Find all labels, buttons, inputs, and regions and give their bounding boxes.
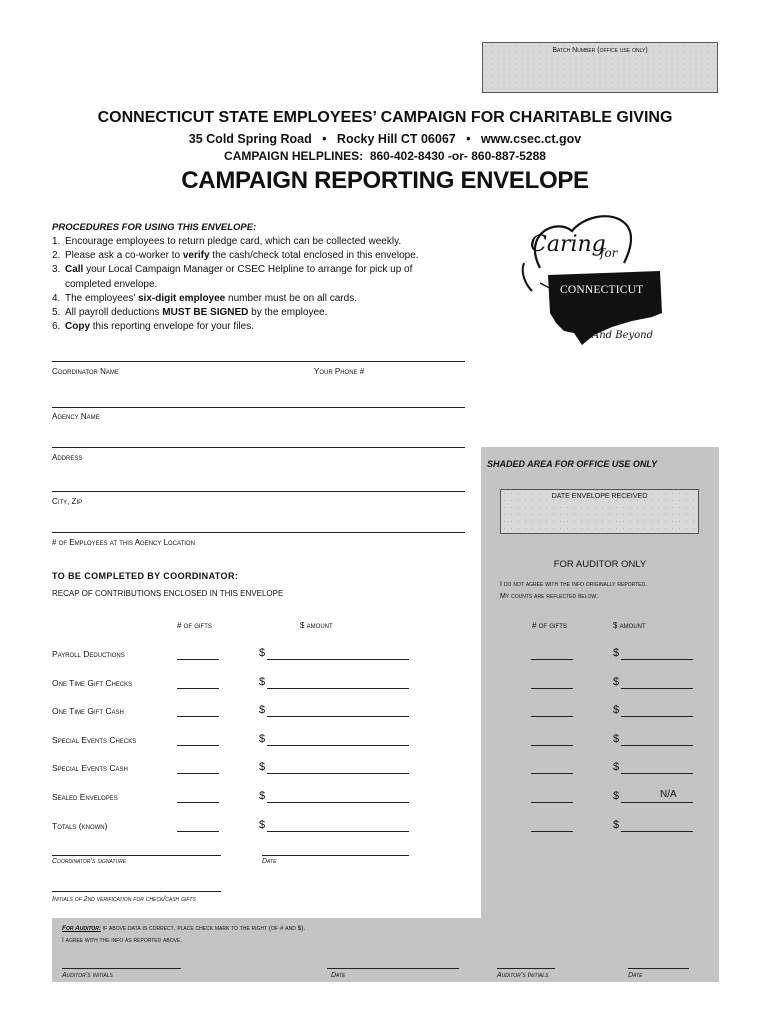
city-zip-label: City, Zip <box>52 497 83 506</box>
your-phone-label: Your Phone # <box>314 367 365 376</box>
recap-row-label: Totals (known) <box>52 821 108 831</box>
auditor-gifts-count-field[interactable] <box>531 659 573 660</box>
procedure-text <box>65 235 401 249</box>
procedure-text-bold: verify <box>182 250 210 262</box>
procedure-text-bold: MUST BE SIGNED <box>162 307 249 319</box>
recap-row-label: Special Events Cash <box>52 763 128 773</box>
amount-field[interactable] <box>267 831 409 832</box>
address-label: Address <box>52 453 83 462</box>
auditor-dollar-sign: $ <box>613 761 620 773</box>
auditor-amount-field[interactable] <box>621 802 693 803</box>
logo-and-beyond-text: …And Beyond <box>582 330 654 341</box>
recap-row-label: One Time Gift Checks <box>52 678 133 688</box>
auditor-date-line-2[interactable] <box>628 968 689 969</box>
procedure-number <box>52 278 65 292</box>
coordinator-date-line[interactable] <box>262 855 409 856</box>
auditor-dollar-sign: $ <box>613 790 620 802</box>
amount-field[interactable] <box>267 802 409 803</box>
procedure-text-end: number must be on all cards. <box>225 292 357 304</box>
organization-address: 35 Cold Spring Road • Rocky Hill CT 06067 • www.csec.ct.gov <box>188 132 582 146</box>
sealed-envelopes-na: N/A <box>660 789 677 800</box>
gifts-count-field[interactable] <box>177 802 219 803</box>
auditor-date-label-2: Date <box>628 972 643 979</box>
auditor-gifts-count-field[interactable] <box>531 773 573 774</box>
amount-field[interactable] <box>267 659 409 660</box>
dollar-sign: $ <box>259 819 266 831</box>
procedure-text-end: your Local Campaign Manager or CSEC Helpline to arrange for pick up of <box>83 264 413 276</box>
coordinator-name-line[interactable] <box>52 361 465 362</box>
for-auditor-instruction <box>62 925 305 932</box>
procedure-number: 4. <box>52 292 61 304</box>
auditor-column-gifts-header: # of gifts <box>532 621 567 630</box>
auditor-initials-label: Auditor’s initials <box>62 972 113 979</box>
procedure-text-bold: six-digit employee <box>138 292 226 304</box>
procedure-item <box>52 278 452 292</box>
procedure-text-start: Encourage employees to return pledge card, which can be collected weekly. <box>65 236 402 247</box>
procedure-text-start: The employees’ <box>65 292 138 304</box>
date-received-label: DATE ENVELOPE RECEIVED <box>551 493 648 500</box>
auditor-gifts-count-field[interactable] <box>531 802 573 803</box>
gifts-count-field[interactable] <box>177 831 219 832</box>
procedure-text <box>65 278 157 292</box>
auditor-amount-field[interactable] <box>621 773 693 774</box>
agency-name-label: Agency Name <box>52 412 100 421</box>
dollar-sign: $ <box>259 704 266 716</box>
auditor-dollar-sign: $ <box>613 704 620 716</box>
recap-row-label: Sealed Envelopes <box>52 792 118 802</box>
auditor-only-heading: FOR AUDITOR ONLY <box>553 559 647 570</box>
amount-field[interactable] <box>267 688 409 689</box>
procedure-text-bold: Copy <box>65 321 90 333</box>
auditor-amount-field[interactable] <box>621 745 693 746</box>
auditor-amount-field[interactable] <box>621 831 693 832</box>
auditor-initials-line[interactable] <box>62 968 181 969</box>
campaign-helplines: CAMPAIGN HELPLINES: 860-402-8430 -or- 860-887-5288 <box>224 149 546 163</box>
procedure-text-start: Please ask a co-worker to <box>65 250 183 262</box>
dollar-sign: $ <box>259 676 266 688</box>
logo-for-text: for <box>600 246 618 260</box>
logo-connecticut-text: CONNECTICUT <box>560 284 644 296</box>
amount-field[interactable] <box>267 745 409 746</box>
procedure-text-start: completed envelope. <box>65 278 158 290</box>
procedure-number: 1. <box>52 236 61 247</box>
auditor-dollar-sign: $ <box>613 676 620 688</box>
coordinator-section-heading: TO BE COMPLETED BY COORDINATOR: <box>52 571 239 581</box>
agency-name-line[interactable] <box>52 407 465 408</box>
organization-title: CONNECTICUT STATE EMPLOYEES’ CAMPAIGN FOR CHARITABLE GIVING <box>97 109 673 126</box>
procedure-text <box>65 263 412 277</box>
procedures-heading: PROCEDURES FOR USING THIS ENVELOPE: <box>52 222 257 233</box>
recap-subheading: RECAP OF CONTRIBUTIONS ENCLOSED IN THIS ENVELOPE <box>52 589 284 598</box>
employees-count-line[interactable] <box>52 532 465 533</box>
procedure-number: 2. <box>52 250 61 262</box>
recap-row-label: One Time Gift Cash <box>52 706 124 716</box>
procedure-item <box>52 292 452 306</box>
recap-row-label: Special Events Checks <box>52 735 137 745</box>
date-received-box[interactable] <box>500 489 699 534</box>
for-auditor-label: For Auditor: <box>62 925 101 932</box>
batch-number-label: Batch Number (office use only) <box>552 47 648 54</box>
procedure-text <box>65 306 327 320</box>
auditor-amount-field[interactable] <box>621 659 693 660</box>
recap-row-label: Payroll Deductions <box>52 649 125 659</box>
auditor-date-label: Date <box>331 972 346 979</box>
dollar-sign: $ <box>259 733 266 745</box>
second-verification-label: Initials of 2nd verification for check/cash gifts <box>52 896 196 903</box>
dollar-sign: $ <box>259 790 266 802</box>
auditor-initials-label-2: Auditor’s Initials <box>497 972 549 979</box>
for-auditor-instruction-text: if above data is correct, place check mark to the right (of # and $). <box>100 925 306 932</box>
procedure-item <box>52 306 452 320</box>
auditor-gifts-count-field[interactable] <box>531 688 573 689</box>
procedure-text <box>65 320 254 334</box>
coordinator-name-label: Coordinator Name <box>52 367 119 376</box>
office-use-title: SHADED AREA FOR OFFICE USE ONLY <box>487 459 658 469</box>
column-gifts-header: # of gifts <box>177 621 212 630</box>
dollar-sign: $ <box>259 647 266 659</box>
employees-count-label: # of Employees at this Agency Location <box>52 538 195 547</box>
logo-caring-text: Caring <box>530 232 606 257</box>
auditor-amount-field[interactable] <box>621 688 693 689</box>
batch-number-box[interactable] <box>482 42 718 93</box>
procedure-text-bold: Call <box>65 264 84 276</box>
auditor-dollar-sign: $ <box>613 819 620 831</box>
procedure-item <box>52 249 452 263</box>
procedure-text <box>65 249 419 263</box>
gifts-count-field[interactable] <box>177 688 219 689</box>
procedure-text-start: All payroll deductions <box>65 307 163 319</box>
amount-field[interactable] <box>267 773 409 774</box>
auditor-disagree-note: I do not agree with the info originally reported. <box>500 581 648 588</box>
address-line[interactable] <box>52 447 465 448</box>
gifts-count-field[interactable] <box>177 716 219 717</box>
gifts-count-field[interactable] <box>177 745 219 746</box>
auditor-initials-line-2[interactable] <box>497 968 555 969</box>
auditor-gifts-count-field[interactable] <box>531 831 573 832</box>
dollar-sign: $ <box>259 761 266 773</box>
procedure-item <box>52 235 452 249</box>
procedure-number: 6. <box>52 321 61 333</box>
procedure-text <box>65 292 357 306</box>
form-title: CAMPAIGN REPORTING ENVELOPE <box>181 167 589 194</box>
gifts-count-field[interactable] <box>177 659 219 660</box>
procedure-text-end: by the employee. <box>248 307 328 319</box>
second-verification-line[interactable] <box>52 891 221 892</box>
auditor-gifts-count-field[interactable] <box>531 716 573 717</box>
auditor-column-amount-header: $ amount <box>613 621 646 630</box>
auditor-dollar-sign: $ <box>613 733 620 745</box>
coordinator-date-label: Date <box>262 858 277 865</box>
auditor-date-line[interactable] <box>327 968 459 969</box>
coordinator-signature-label: Coordinator’s signature <box>52 858 127 865</box>
auditor-counts-note: My counts are reflected below: <box>500 593 599 600</box>
procedure-text-end: this reporting envelope for your files. <box>90 321 254 333</box>
procedure-number: 3. <box>52 264 61 276</box>
procedure-item <box>52 320 452 334</box>
amount-field[interactable] <box>267 716 409 717</box>
auditor-dollar-sign: $ <box>613 647 620 659</box>
auditor-gifts-count-field[interactable] <box>531 745 573 746</box>
procedure-item <box>52 263 452 277</box>
auditor-amount-field[interactable] <box>621 716 693 717</box>
procedure-text-end: the cash/check total enclosed in this envelope. <box>209 250 419 262</box>
procedures-list <box>52 235 452 334</box>
procedure-number: 5. <box>52 307 61 319</box>
column-amount-header: $ amount <box>300 621 333 630</box>
coordinator-signature-line[interactable] <box>52 855 221 856</box>
city-zip-line[interactable] <box>52 491 465 492</box>
auditor-agree-text: I agree with the info as reported above. <box>62 937 183 944</box>
gifts-count-field[interactable] <box>177 773 219 774</box>
